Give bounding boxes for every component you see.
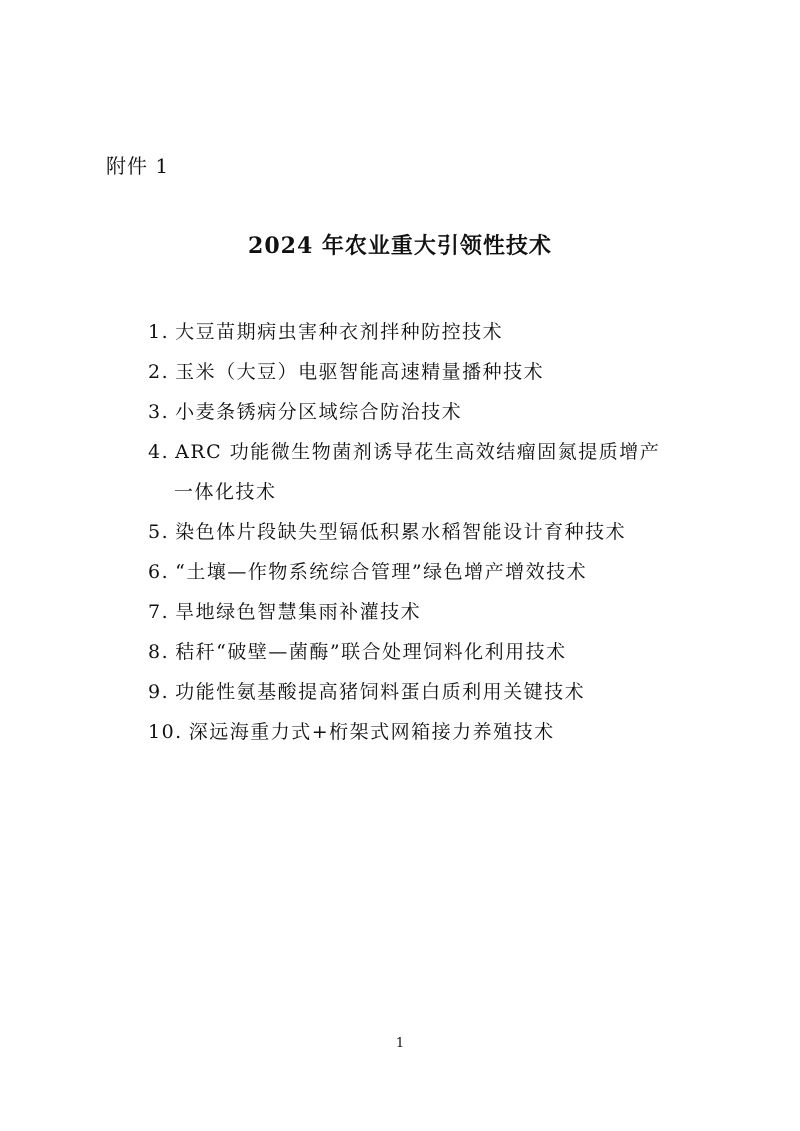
list-item — [148, 552, 688, 592]
list-item — [148, 712, 688, 752]
item-number: 8. — [148, 641, 170, 663]
item-text: ARC 功能微生物菌剂诱导花生高效结瘤固氮提质增产 — [175, 441, 661, 463]
item-text-continuation: 一体化技术 — [174, 481, 277, 503]
list-item — [148, 312, 688, 352]
item-text: 功能性氨基酸提高猪饲料蛋白质利用关键技术 — [175, 681, 586, 703]
item-text: 染色体片段缺失型镉低积累水稻智能设计育种技术 — [175, 521, 627, 543]
page-number: 1 — [395, 1036, 405, 1051]
item-text: 小麦条锈病分区域综合防治技术 — [175, 401, 463, 423]
item-number: 6. — [148, 561, 170, 583]
item-number: 1. — [148, 321, 170, 343]
item-number: 2. — [148, 361, 170, 383]
list-item — [148, 352, 688, 392]
item-number: 3. — [148, 401, 170, 423]
item-number: 9. — [148, 681, 170, 703]
item-text: 秸秆“破壁—菌酶”联合处理饲料化利用技术 — [175, 641, 567, 663]
item-text: 大豆苗期病虫害种衣剂拌种防控技术 — [175, 321, 504, 343]
attachment-label: 附件 1 — [106, 154, 170, 178]
item-text: 旱地绿色智慧集雨补灌技术 — [175, 601, 422, 623]
item-number: 10. — [148, 721, 183, 743]
list-item — [148, 432, 688, 512]
item-text: 深远海重力式+桁架式网箱接力养殖技术 — [188, 721, 555, 743]
item-number: 5. — [148, 521, 170, 543]
list-item — [148, 392, 688, 432]
list-item — [148, 632, 688, 672]
list-item — [148, 592, 688, 632]
document-title: 2024 年农业重大引领性技术 — [248, 233, 552, 259]
technology-list — [148, 312, 688, 752]
list-item — [148, 672, 688, 712]
item-number: 4. — [148, 441, 170, 463]
item-text: 玉米（大豆）电驱智能高速精量播种技术 — [175, 361, 545, 383]
item-text: “土壤—作物系统综合管理”绿色增产增效技术 — [175, 561, 588, 583]
list-item — [148, 512, 688, 552]
item-number: 7. — [148, 601, 170, 623]
